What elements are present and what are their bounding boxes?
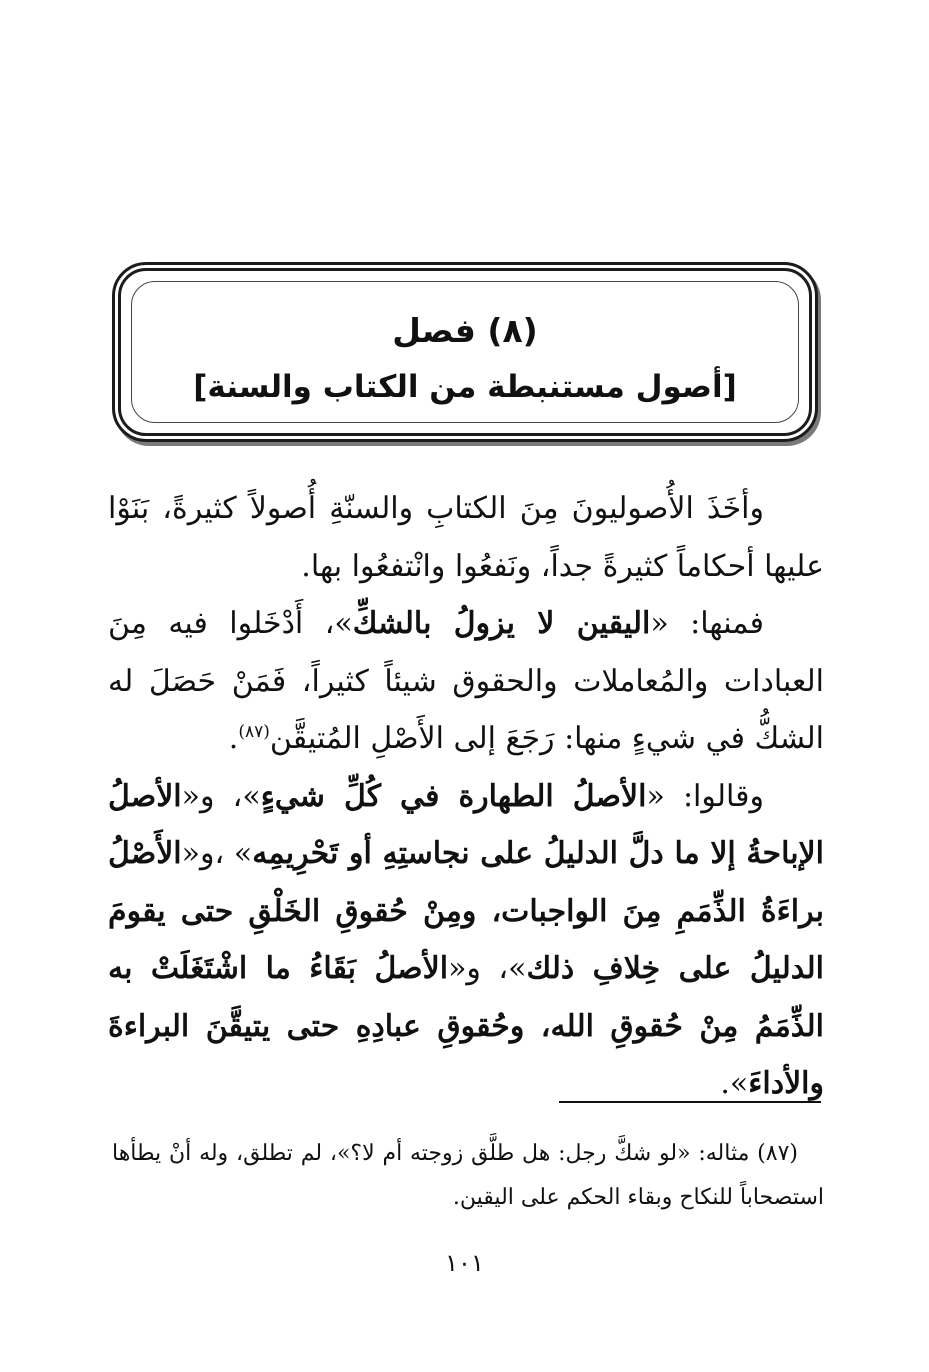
footnote-87: (٨٧) مثاله: «لو شكَّ رجل: هل طلَّق زوجته أم لا؟»، لم تطلق، وله أنْ يطأها استصحاباً للنكاح وبقاء الحكم على اليقين. bbox=[112, 1141, 824, 1210]
paragraph-2 bbox=[108, 595, 824, 768]
chapter-number: (٨) فصل bbox=[392, 311, 538, 350]
p2-lead: فمنها: « bbox=[650, 606, 764, 641]
page-number: ١٠١ bbox=[445, 1249, 484, 1277]
p3-maxim-1: الأصلُ الطهارة في كُلِّ شيءٍ bbox=[260, 778, 647, 814]
p2-maxim: اليقين لا يزولُ بالشكِّ bbox=[352, 606, 651, 641]
p3-sep-2: » ،و« bbox=[181, 836, 253, 871]
p3-maxim-4: الأصلُ بَقَاءُ ما اشْتَغَلَتْ به الذِّمَمُ مِنْ حُقوقِ الله، وحُقوقِ عبادِهِ حتى يتيقَّنَ البراءةَ والأداءَ bbox=[108, 951, 824, 1101]
p3-lead: وقالوا: « bbox=[646, 778, 764, 814]
footnotes bbox=[112, 1132, 824, 1220]
p3-sep-3: »، و« bbox=[448, 951, 527, 986]
body-text bbox=[108, 480, 824, 1113]
p3-maxim-3: الأَصْلُ براءَةُ الذِّمَمِ مِنَ الواجبات، ومِنْ حُقوقِ الخَلْقِ حتى يقومَ الدليلُ على خِلافِ ذلك bbox=[108, 836, 824, 986]
paragraph-3 bbox=[108, 768, 824, 1113]
footnote-separator bbox=[559, 1101, 821, 1103]
p3-sep-1: »، و« bbox=[181, 778, 261, 814]
p3-end: ». bbox=[720, 1066, 749, 1101]
chapter-title: [أصول مستنبطة من الكتاب والسنة] bbox=[193, 369, 737, 405]
p3-maxim-2: الأصلُ الإباحةُ إلا ما دلَّ الدليلُ على نجاستِهِ أو تَحْرِيمِه bbox=[108, 778, 824, 871]
footnote-reference: (٨٧) bbox=[238, 722, 270, 742]
paragraph-1: وأخَذَ الأُصوليونَ مِنَ الكتابِ والسنّةِ أُصولاً كثيرةً، بَنَوْا عليها أحكاماً كثيرةً جداً، ونَفعُوا وانْتفعُوا بها. bbox=[108, 491, 824, 584]
p2-text: »، أَدْخَلوا فيه مِنَ العبادات والمُعاملات والحقوق شيئاً كثيراً، فَمَنْ حَصَلَ له الشكُّ في شيءٍ منها: رَجَعَ إلى الأَصْلِ المُتيقَّن bbox=[108, 606, 824, 756]
chapter-heading-frame bbox=[112, 262, 818, 442]
p2-end: . bbox=[228, 721, 239, 756]
